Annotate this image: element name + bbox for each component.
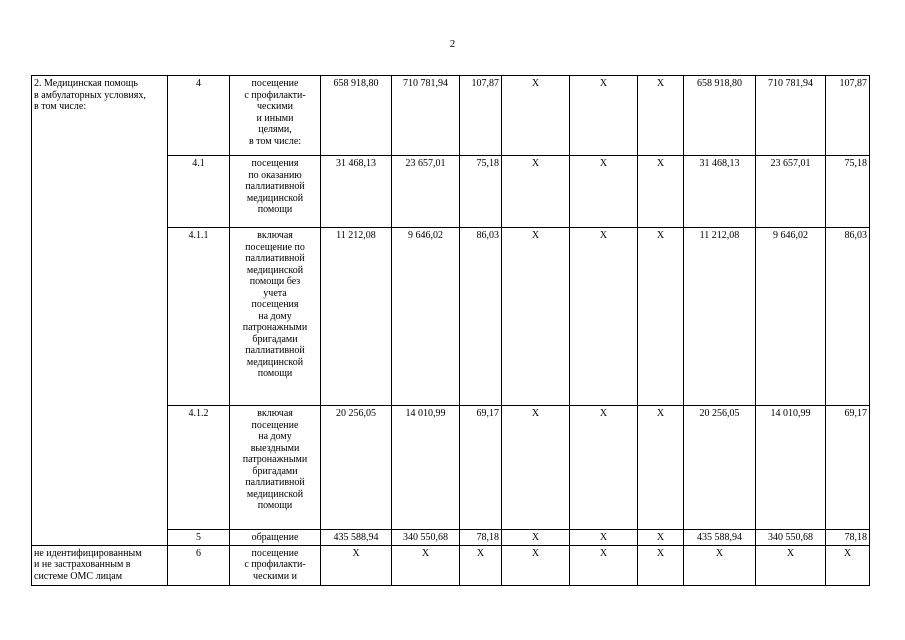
value-cell: 435 588,94 xyxy=(321,530,392,546)
value-cell: 14 010,99 xyxy=(392,406,460,530)
value-cell: 710 781,94 xyxy=(756,76,826,156)
value-cell: 9 646,02 xyxy=(392,228,460,406)
x-cell: X xyxy=(502,76,570,156)
unit-cell: посещения по оказанию паллиативной медицинской помощи xyxy=(230,156,321,228)
x-cell: X xyxy=(502,156,570,228)
value-cell: 9 646,02 xyxy=(756,228,826,406)
unit-cell: включая посещение по паллиативной медицинской помощи без учета посещения на дому патронажными бригадами паллиативной медицинской помощи xyxy=(230,228,321,406)
value-cell: 107,87 xyxy=(826,76,870,156)
unit-cell: посещение с профилакти- ческими и иными целями, в том числе: xyxy=(230,76,321,156)
x-cell: X xyxy=(502,406,570,530)
x-cell: X xyxy=(638,545,684,585)
row-code: 4.1 xyxy=(168,156,230,228)
value-cell: X xyxy=(826,545,870,585)
value-cell: X xyxy=(392,545,460,585)
value-cell: 31 468,13 xyxy=(321,156,392,228)
x-cell: X xyxy=(638,156,684,228)
x-cell: X xyxy=(502,545,570,585)
unit-cell: включая посещение на дому выездными патронажными бригадами паллиативной медицинской помощи xyxy=(230,406,321,530)
table-row xyxy=(32,545,870,585)
value-cell: 11 212,08 xyxy=(684,228,756,406)
value-cell: 658 918,80 xyxy=(684,76,756,156)
value-cell: 86,03 xyxy=(826,228,870,406)
page-number: 2 xyxy=(449,38,456,50)
row-code: 6 xyxy=(168,545,230,585)
x-cell: X xyxy=(638,406,684,530)
value-cell: X xyxy=(756,545,826,585)
value-cell: 11 212,08 xyxy=(321,228,392,406)
value-cell: 31 468,13 xyxy=(684,156,756,228)
row-code: 4 xyxy=(168,76,230,156)
value-cell: 75,18 xyxy=(460,156,502,228)
value-cell: 69,17 xyxy=(826,406,870,530)
value-cell: 710 781,94 xyxy=(392,76,460,156)
row-code: 5 xyxy=(168,530,230,546)
x-cell: X xyxy=(638,228,684,406)
x-cell: X xyxy=(638,76,684,156)
row-label: 2. Медицинская помощь в амбулаторных условиях, в том числе: xyxy=(32,76,168,546)
value-cell: 23 657,01 xyxy=(392,156,460,228)
x-cell: X xyxy=(570,76,638,156)
value-cell: 658 918,80 xyxy=(321,76,392,156)
x-cell: X xyxy=(502,530,570,546)
unit-cell: посещение с профилакти- ческими и xyxy=(230,545,321,585)
value-cell: 78,18 xyxy=(826,530,870,546)
unit-cell: обращение xyxy=(230,530,321,546)
value-cell: 340 550,68 xyxy=(392,530,460,546)
x-cell: X xyxy=(570,530,638,546)
value-cell: 69,17 xyxy=(460,406,502,530)
value-cell: 86,03 xyxy=(460,228,502,406)
value-cell: 107,87 xyxy=(460,76,502,156)
row-code: 4.1.2 xyxy=(168,406,230,530)
value-cell: 23 657,01 xyxy=(756,156,826,228)
row-code: 4.1.1 xyxy=(168,228,230,406)
value-cell: 435 588,94 xyxy=(684,530,756,546)
table-row xyxy=(32,76,870,156)
value-cell: 75,18 xyxy=(826,156,870,228)
value-cell: X xyxy=(684,545,756,585)
value-cell: 14 010,99 xyxy=(756,406,826,530)
row-label: не идентифицированным и не застрахованным в системе ОМС лицам xyxy=(32,545,168,585)
value-cell: 20 256,05 xyxy=(684,406,756,530)
value-cell: 78,18 xyxy=(460,530,502,546)
x-cell: X xyxy=(570,545,638,585)
x-cell: X xyxy=(570,156,638,228)
value-cell: 340 550,68 xyxy=(756,530,826,546)
value-cell: X xyxy=(321,545,392,585)
value-cell: 20 256,05 xyxy=(321,406,392,530)
x-cell: X xyxy=(570,228,638,406)
x-cell: X xyxy=(638,530,684,546)
x-cell: X xyxy=(502,228,570,406)
value-cell: X xyxy=(460,545,502,585)
data-table xyxy=(31,75,870,586)
x-cell: X xyxy=(570,406,638,530)
